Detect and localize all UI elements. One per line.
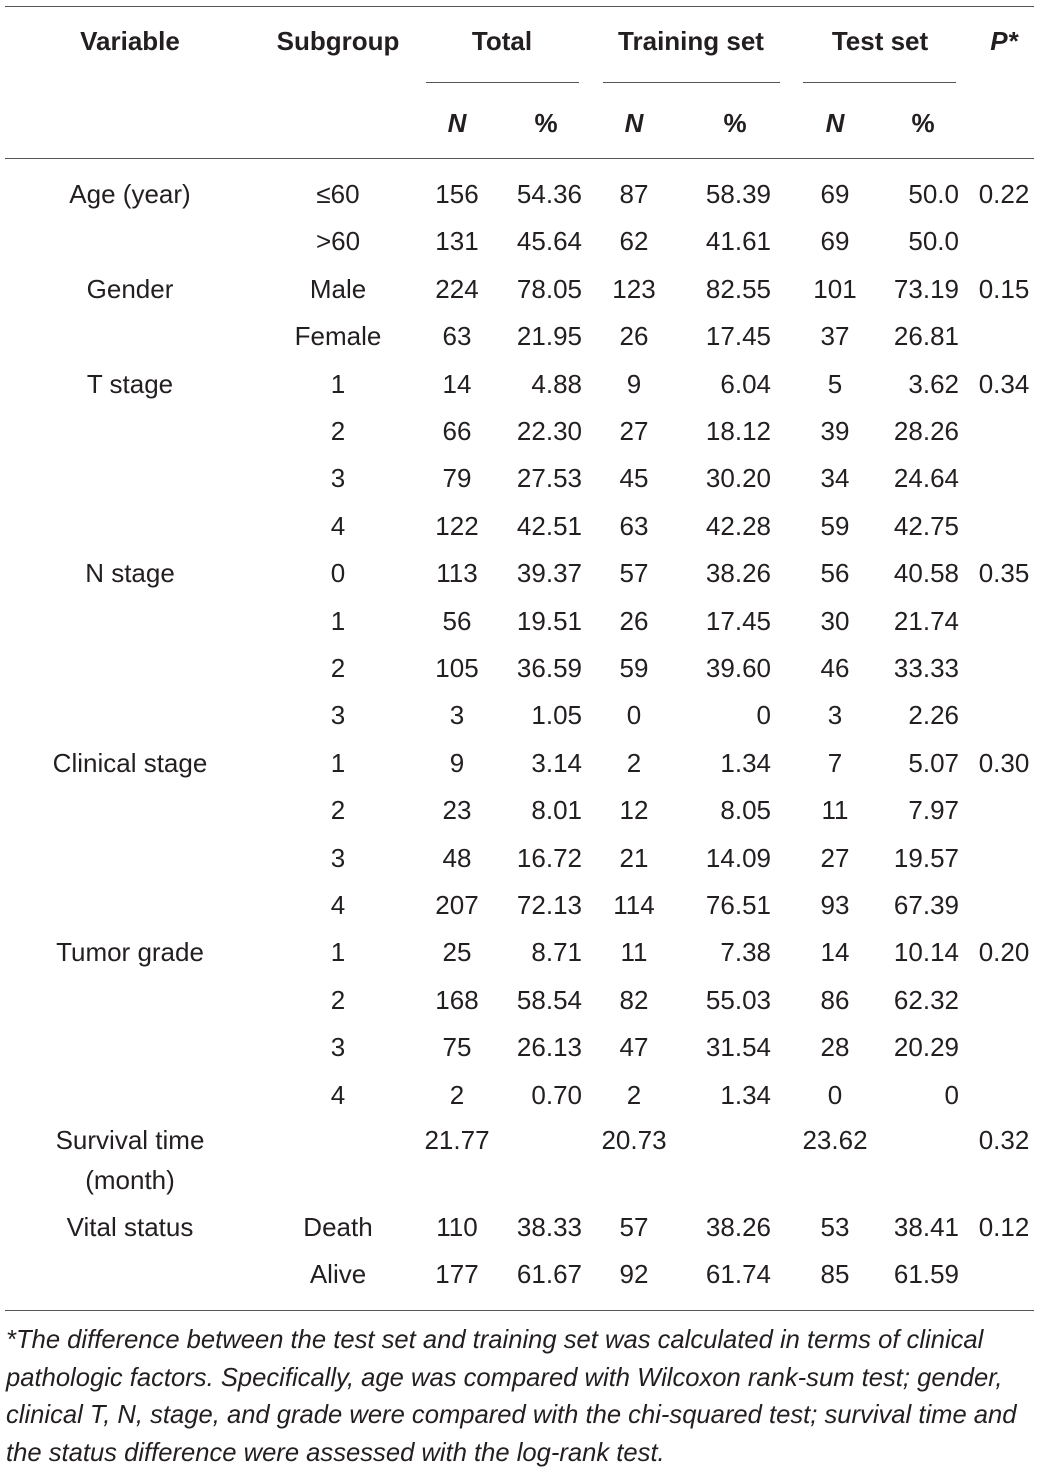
cell-total-n: 131 <box>435 226 479 257</box>
cell-total-pct: 78.05 <box>516 273 582 304</box>
cell-subgroup: 2 <box>330 984 346 1015</box>
cell-p: 0.30 <box>978 747 1030 778</box>
cell-test-pct: 40.58 <box>893 558 959 589</box>
cell-train-n: 2 <box>626 747 642 778</box>
cell-total-pct: 45.64 <box>516 226 582 257</box>
header-rule <box>5 158 1034 159</box>
cell-total-pct: 4.88 <box>531 368 582 399</box>
cell-train-n: 114 <box>613 890 655 920</box>
cell-test-pct: 73.19 <box>893 273 959 304</box>
cell-p: 0.15 <box>978 273 1030 304</box>
cell-total-pct: 38.33 <box>516 1212 582 1242</box>
header-variable: Variable <box>80 26 180 56</box>
cell-total-pct: 19.51 <box>516 605 582 636</box>
cell-train-n: 26 <box>619 605 649 636</box>
header-training-set: Training set <box>618 26 764 56</box>
cell-test-n: 86 <box>820 984 850 1015</box>
cell-test-pct: 28.26 <box>893 416 959 446</box>
cell-total-n: 9 <box>449 747 465 778</box>
cell-train-n: 57 <box>619 1212 649 1242</box>
cell-train-pct: 55.03 <box>705 984 771 1015</box>
cell-test-pct: 20.29 <box>893 1032 959 1063</box>
header-total: Total <box>471 26 533 56</box>
cell-variable: Tumor grade <box>56 937 204 968</box>
survival-training: 20.73 <box>601 1125 667 1155</box>
cell-total-pct: 8.01 <box>531 795 582 826</box>
cell-test-pct: 33.33 <box>893 653 959 683</box>
cell-test-pct: 21.74 <box>893 605 959 636</box>
cell-train-n: 2 <box>626 1079 642 1110</box>
cell-total-pct: 0.70 <box>531 1079 582 1110</box>
cell-train-pct: 17.45 <box>705 321 771 352</box>
header-test-pct: % <box>911 108 935 138</box>
cell-test-n: 85 <box>820 1259 850 1290</box>
cell-subgroup: Alive <box>309 1259 367 1290</box>
cell-train-pct: 31.54 <box>705 1032 771 1063</box>
cell-p: 0.20 <box>978 937 1030 968</box>
cell-train-pct: 1.34 <box>720 1079 771 1110</box>
cell-total-pct: 16.72 <box>516 842 582 873</box>
header-training-pct: % <box>723 108 747 138</box>
cell-train-n: 27 <box>619 416 649 446</box>
cell-total-n: 14 <box>442 368 472 399</box>
cell-test-n: 14 <box>820 937 850 968</box>
cell-test-pct: 42.75 <box>893 510 959 541</box>
cell-total-pct: 1.05 <box>531 700 582 731</box>
cell-total-pct: 27.53 <box>516 463 582 494</box>
cell-variable: T stage <box>86 368 174 399</box>
cell-total-pct: 21.95 <box>516 321 582 352</box>
cell-train-n: 26 <box>619 321 649 352</box>
cell-subgroup: Death <box>303 1212 373 1242</box>
cell-train-n: 11 <box>620 937 648 968</box>
cell-train-n: 12 <box>619 795 649 826</box>
cell-total-pct: 22.30 <box>516 416 582 446</box>
cell-total-pct: 54.36 <box>516 179 582 209</box>
cell-test-pct: 24.64 <box>893 463 959 494</box>
cell-train-n: 57 <box>619 558 649 589</box>
survival-variable-line1: Survival time <box>55 1125 205 1155</box>
cell-test-pct: 38.41 <box>893 1212 959 1242</box>
cell-train-n: 59 <box>619 653 649 683</box>
cell-total-pct: 61.67 <box>516 1259 582 1290</box>
cell-test-n: 69 <box>820 226 850 257</box>
cell-total-n: 63 <box>442 321 472 352</box>
cell-total-pct: 26.13 <box>516 1032 582 1063</box>
cell-test-pct: 10.14 <box>893 937 959 968</box>
cell-train-pct: 42.28 <box>705 510 771 541</box>
cell-variable: Age (year) <box>69 179 191 209</box>
bottom-rule <box>5 1310 1034 1311</box>
cell-subgroup: 3 <box>330 463 346 494</box>
cell-subgroup: 4 <box>330 1079 346 1110</box>
cell-subgroup: 1 <box>330 937 346 968</box>
cell-train-n: 47 <box>619 1032 649 1063</box>
top-rule <box>5 6 1034 7</box>
cell-total-pct: 42.51 <box>516 510 582 541</box>
survival-total: 21.77 <box>424 1125 490 1155</box>
cell-test-pct: 7.97 <box>908 795 959 826</box>
cell-test-n: 39 <box>820 416 850 446</box>
cell-test-pct: 19.57 <box>893 842 959 873</box>
cell-subgroup: 1 <box>330 747 346 778</box>
cell-test-n: 101 <box>813 273 857 304</box>
cell-test-n: 11 <box>821 795 849 826</box>
cell-test-n: 27 <box>820 842 850 873</box>
cell-test-n: 59 <box>820 510 850 541</box>
cell-test-n: 46 <box>820 653 850 683</box>
cell-total-n: 177 <box>435 1259 479 1290</box>
cell-total-n: 23 <box>442 795 472 826</box>
cell-test-pct: 50.0 <box>908 226 959 257</box>
cell-total-pct: 58.54 <box>516 984 582 1015</box>
table-footnote: *The difference between the test set and training set was calculated in terms of clinical pathologic factors. Specifically, age was compared with Wilcoxon rank-sum test; gender, clinical T, N, stage, and grade were compared with the chi-squared test; survival time and the status difference were assessed with the log-rank test. <box>6 1326 1017 1467</box>
cell-subgroup: >60 <box>315 226 361 257</box>
cell-train-n: 21 <box>619 842 649 873</box>
cell-train-n: 62 <box>619 226 649 257</box>
cell-train-pct: 0 <box>756 700 771 731</box>
cell-total-n: 168 <box>435 984 479 1015</box>
cell-test-n: 5 <box>827 368 843 399</box>
cell-total-n: 25 <box>442 937 472 968</box>
cell-test-pct: 50.0 <box>908 179 959 209</box>
cell-subgroup: 1 <box>330 605 346 636</box>
cell-test-pct: 61.59 <box>893 1259 959 1290</box>
cell-test-pct: 5.07 <box>908 747 959 778</box>
cell-total-n: 56 <box>442 605 472 636</box>
cell-total-pct: 3.14 <box>531 747 582 778</box>
cell-total-pct: 36.59 <box>516 653 582 683</box>
cell-test-n: 0 <box>827 1079 843 1110</box>
cell-subgroup: 1 <box>330 368 346 399</box>
cell-subgroup: 4 <box>330 510 346 541</box>
cell-total-pct: 8.71 <box>531 937 582 968</box>
cell-train-pct: 17.45 <box>705 605 771 636</box>
cell-train-pct: 7.38 <box>720 937 771 968</box>
cell-total-n: 66 <box>442 416 472 446</box>
cell-train-pct: 6.04 <box>720 368 771 399</box>
cell-test-n: 93 <box>820 890 850 920</box>
total-underline <box>426 82 579 83</box>
cell-test-n: 3 <box>827 700 843 731</box>
cell-subgroup: 3 <box>330 1032 346 1063</box>
cell-p: 0.12 <box>978 1212 1030 1242</box>
header-test-set: Test set <box>831 26 929 56</box>
cell-subgroup: Male <box>309 273 367 304</box>
cell-train-n: 87 <box>619 179 649 209</box>
cell-p: 0.34 <box>978 368 1030 399</box>
cell-test-n: 34 <box>820 463 850 494</box>
header-total-n: N <box>447 108 467 138</box>
survival-p: 0.32 <box>978 1125 1030 1155</box>
header-total-pct: % <box>534 108 558 138</box>
cell-variable: Clinical stage <box>52 747 208 778</box>
cell-total-n: 113 <box>436 558 478 589</box>
training-underline <box>603 82 780 83</box>
cell-total-n: 48 <box>442 842 472 873</box>
cell-train-pct: 38.26 <box>705 1212 771 1242</box>
survival-variable-line2: (month) <box>85 1165 175 1195</box>
cell-subgroup: 3 <box>330 842 346 873</box>
cell-total-n: 156 <box>435 179 479 209</box>
cell-train-pct: 18.12 <box>705 416 771 446</box>
cell-train-pct: 8.05 <box>720 795 771 826</box>
cell-total-n: 122 <box>435 510 479 541</box>
cell-subgroup: 2 <box>330 653 346 683</box>
cell-total-n: 79 <box>442 463 472 494</box>
cell-total-n: 2 <box>449 1079 465 1110</box>
cell-test-n: 53 <box>820 1212 850 1242</box>
cell-subgroup: 2 <box>330 795 346 826</box>
cell-subgroup: Female <box>294 321 382 352</box>
cell-train-n: 92 <box>619 1259 649 1290</box>
cell-train-pct: 41.61 <box>705 226 771 257</box>
cell-train-n: 63 <box>619 510 649 541</box>
header-p-value: P* <box>990 26 1018 56</box>
cell-train-n: 45 <box>619 463 649 494</box>
cell-train-pct: 76.51 <box>705 890 771 920</box>
cell-train-pct: 39.60 <box>705 653 771 683</box>
cell-train-n: 9 <box>626 368 642 399</box>
cell-train-pct: 58.39 <box>705 179 771 209</box>
cell-train-pct: 82.55 <box>705 273 771 304</box>
cell-subgroup: ≤60 <box>316 179 360 209</box>
cell-train-pct: 30.20 <box>705 463 771 494</box>
cell-train-pct: 14.09 <box>705 842 771 873</box>
cell-test-n: 56 <box>820 558 850 589</box>
cell-subgroup: 3 <box>330 700 346 731</box>
cell-p: 0.22 <box>978 179 1030 209</box>
cell-total-pct: 39.37 <box>516 558 582 589</box>
cell-variable: N stage <box>85 558 175 589</box>
cell-test-pct: 26.81 <box>893 321 959 352</box>
cell-train-pct: 1.34 <box>720 747 771 778</box>
cell-train-pct: 61.74 <box>705 1259 771 1290</box>
cell-total-n: 207 <box>435 890 479 920</box>
cell-p: 0.35 <box>978 558 1030 589</box>
cell-test-pct: 3.62 <box>908 368 959 399</box>
cell-total-n: 105 <box>435 653 479 683</box>
header-subgroup: Subgroup <box>276 26 400 56</box>
header-training-n: N <box>624 108 644 138</box>
cell-total-pct: 72.13 <box>516 890 582 920</box>
test-underline <box>803 82 956 83</box>
cell-subgroup: 0 <box>330 558 346 589</box>
cell-subgroup: 2 <box>330 416 346 446</box>
cell-total-n: 75 <box>442 1032 472 1063</box>
cell-test-pct: 67.39 <box>893 890 959 920</box>
cell-variable: Vital status <box>66 1212 194 1242</box>
cell-test-pct: 62.32 <box>893 984 959 1015</box>
cell-test-n: 28 <box>820 1032 850 1063</box>
cell-total-n: 110 <box>436 1212 478 1242</box>
survival-test: 23.62 <box>802 1125 868 1155</box>
cell-test-n: 69 <box>820 179 850 209</box>
cell-test-pct: 2.26 <box>908 700 959 731</box>
cell-total-n: 224 <box>435 273 479 304</box>
cell-train-n: 123 <box>612 273 656 304</box>
header-test-n: N <box>825 108 845 138</box>
cell-train-n: 82 <box>619 984 649 1015</box>
cell-test-pct: 0 <box>944 1079 959 1110</box>
cell-test-n: 37 <box>820 321 850 352</box>
cell-subgroup: 4 <box>330 890 346 920</box>
cell-test-n: 7 <box>827 747 843 778</box>
cell-train-pct: 38.26 <box>705 558 771 589</box>
cell-train-n: 0 <box>626 700 642 731</box>
cell-test-n: 30 <box>820 605 850 636</box>
cell-total-n: 3 <box>449 700 465 731</box>
cell-variable: Gender <box>86 273 174 304</box>
